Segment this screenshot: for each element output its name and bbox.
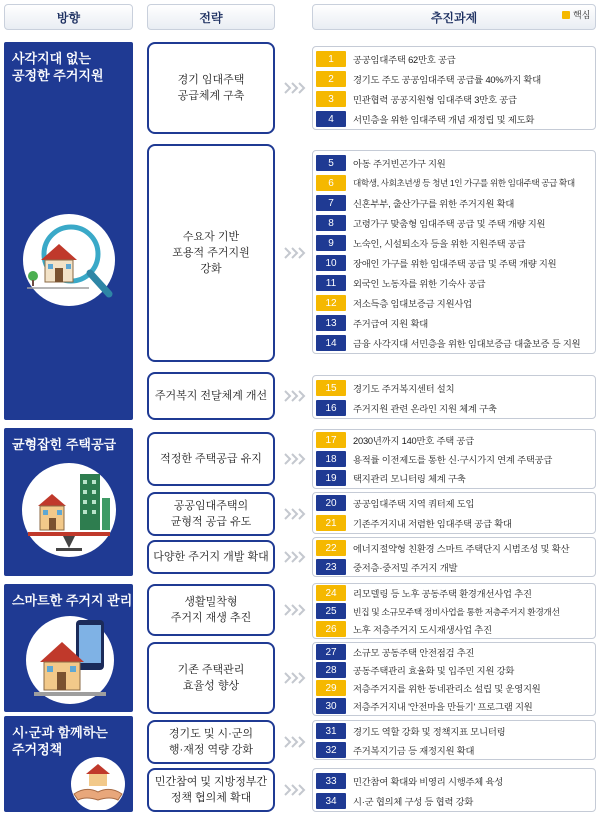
task-group	[312, 150, 596, 354]
direction-title: 시·군과 함께하는 주거정책	[12, 725, 108, 757]
task-text: 저층주거지내 '안전마을 만들기' 프로그램 지원	[353, 702, 533, 712]
header-direction: 방향	[4, 4, 133, 30]
task-text: 저층주거지를 위한 동네관리소 설립 및 운영지원	[353, 684, 541, 694]
task-text: 시·군 협의체 구성 등 협력 강화	[353, 797, 474, 807]
legend	[562, 8, 590, 21]
task-text: 경기도 주거복지센터 설치	[353, 384, 455, 394]
task-item	[316, 334, 580, 352]
task-item	[316, 314, 428, 332]
task-text: 빈집 및 소규모주택 정비사업을 통한 저층주거지 환경개선	[353, 606, 560, 617]
task-item	[316, 50, 456, 68]
task-item	[316, 234, 525, 252]
task-text: 저소득층 임대보증금 지원사업	[353, 299, 472, 309]
task-number: 3	[316, 91, 346, 107]
task-number: 5	[316, 155, 346, 171]
task-number: 32	[316, 742, 346, 758]
task-text: 공동주택관리 효율화 및 입주민 지원 강화	[353, 666, 515, 676]
task-number: 9	[316, 235, 346, 251]
task-text: 주거지원 관련 온라인 지원 체계 구축	[353, 404, 497, 414]
direction-title: 균형잡힌 주택공급	[12, 437, 117, 452]
task-number: 19	[316, 470, 346, 486]
task-text: 장애인 가구를 위한 임대주택 공급 및 주택 개량 지원	[353, 259, 557, 269]
task-text: 소규모 공동주택 안전점검 추진	[353, 648, 475, 658]
task-text: 노숙인, 시설퇴소자 등을 위한 지원주택 공급	[353, 239, 526, 249]
task-text: 공공임대주택 62만호 공급	[353, 55, 456, 65]
task-text: 신혼부부, 출산가구를 위한 주거지원 확대	[353, 199, 515, 209]
task-number: 7	[316, 195, 346, 211]
task-text: 2030년까지 140만호 주택 공급	[353, 436, 474, 446]
task-item	[316, 494, 474, 512]
strategy-box: 민간참여 및 지방정부간 정책 협의체 확대	[147, 768, 275, 812]
task-item	[316, 70, 541, 88]
task-number: 31	[316, 723, 346, 739]
task-item	[316, 399, 497, 417]
task-item	[316, 174, 575, 192]
task-number: 10	[316, 255, 346, 271]
chevron-arrow-icon	[283, 734, 309, 750]
task-item	[316, 254, 556, 272]
direction-3	[4, 584, 133, 712]
direction-2	[4, 428, 133, 576]
task-text: 민관협력 공공지원형 임대주택 3만호 공급	[353, 95, 517, 105]
task-text: 택지관리 모니터링 체계 구축	[353, 474, 466, 484]
direction-title: 스마트한 주거지 관리	[12, 593, 133, 608]
strategy-box: 경기도 및 시·군의 행·재정 역량 강화	[147, 720, 275, 764]
strategy-box: 기존 주택관리 효율성 향상	[147, 642, 275, 714]
task-text: 외국인 노동자를 위한 기숙사 공급	[353, 279, 486, 289]
task-number: 26	[316, 621, 346, 637]
task-number: 34	[316, 793, 346, 809]
task-group	[312, 642, 596, 716]
strategy-box: 수요자 기반 포용적 주거지원 강화	[147, 144, 275, 362]
task-item	[316, 679, 541, 697]
strategy-box: 주거복지 전달체계 개선	[147, 372, 275, 420]
task-number: 12	[316, 295, 346, 311]
task-item	[316, 110, 534, 128]
task-text: 주거급여 지원 확대	[353, 319, 429, 329]
task-number: 8	[316, 215, 346, 231]
direction-title: 사각지대 없는 공정한 주거지원	[12, 51, 104, 83]
task-text: 노후 저층주거지 도시재생사업 추진	[353, 625, 492, 635]
task-item	[316, 792, 473, 810]
task-text: 금융 사각지대 서민층을 위한 임대보증금 대출보증 등 지원	[353, 339, 581, 349]
chevron-arrow-icon	[283, 506, 309, 522]
task-number: 16	[316, 400, 346, 416]
task-item	[316, 643, 474, 661]
smart-house-icon	[22, 612, 118, 708]
task-number: 6	[316, 175, 346, 191]
task-number: 14	[316, 335, 346, 351]
task-text: 기존주거지내 저렴한 임대주택 공급 확대	[353, 519, 512, 529]
strategy-box: 경기 임대주택 공급체계 구축	[147, 42, 275, 134]
strategy-box: 다양한 주거지 개발 확대	[147, 540, 275, 574]
task-number: 1	[316, 51, 346, 67]
chevron-arrow-icon	[283, 670, 309, 686]
task-number: 11	[316, 275, 346, 291]
task-text: 경기도 역할 강화 및 정책지표 모니터링	[353, 727, 506, 737]
task-group	[312, 375, 596, 419]
task-number: 17	[316, 432, 346, 448]
chevron-arrow-icon	[283, 782, 309, 798]
task-item	[316, 620, 492, 638]
task-text: 민간참여 확대와 비영리 시행주체 육성	[353, 777, 504, 787]
core-legend-swatch	[562, 11, 570, 19]
task-number: 13	[316, 315, 346, 331]
task-item	[316, 661, 514, 679]
strategy-box: 공공임대주택의 균형적 공급 유도	[147, 492, 275, 536]
header-tasks: 추진과제	[312, 4, 596, 30]
buildings-balance-icon	[18, 460, 120, 560]
task-number: 23	[316, 559, 346, 575]
task-text: 용적률 이전제도를 통한 신·구시가지 연계 주택공급	[353, 455, 553, 465]
task-item	[316, 697, 533, 715]
task-group	[312, 768, 596, 812]
handshake-house-icon	[66, 752, 130, 810]
legend-label: 핵심	[573, 10, 591, 20]
task-number: 4	[316, 111, 346, 127]
chevron-arrow-icon	[283, 549, 309, 565]
task-number: 30	[316, 698, 346, 714]
chevron-arrow-icon	[283, 388, 309, 404]
task-item	[316, 722, 505, 740]
task-text: 고령가구 맞춤형 임대주택 공급 및 주택 개량 지원	[353, 219, 546, 229]
task-item	[316, 469, 466, 487]
task-number: 2	[316, 71, 346, 87]
task-text: 에너지절약형 친환경 스마트 주택단지 시범조성 및 확산	[353, 544, 570, 554]
task-item	[316, 584, 532, 602]
task-item	[316, 154, 446, 172]
task-text: 리모델링 등 노후 공동주택 환경개선사업 추진	[353, 589, 532, 599]
task-item	[316, 772, 503, 790]
direction-4	[4, 716, 133, 812]
task-group	[312, 46, 596, 130]
task-item	[316, 194, 514, 212]
task-number: 21	[316, 515, 346, 531]
task-text: 대학생, 사회초년생 등 청년 1인 가구를 위한 임대주택 공급 확대	[353, 178, 575, 188]
task-number: 33	[316, 773, 346, 789]
task-group	[312, 429, 596, 489]
task-item	[316, 294, 472, 312]
task-item	[316, 274, 485, 292]
task-item	[316, 431, 474, 449]
task-group	[312, 583, 596, 639]
task-number: 29	[316, 680, 346, 696]
task-number: 22	[316, 540, 346, 556]
task-item	[316, 450, 552, 468]
strategy-box: 적정한 주택공급 유지	[147, 432, 275, 486]
task-item	[316, 558, 457, 576]
header-strategy: 전략	[147, 4, 275, 30]
task-number: 15	[316, 380, 346, 396]
task-text: 아동 주거빈곤가구 지원	[353, 159, 446, 169]
house-magnifier-icon	[19, 210, 119, 310]
task-text: 서민층을 위한 임대주택 개념 재정립 및 제도화	[353, 115, 535, 125]
task-group	[312, 537, 596, 577]
chevron-arrow-icon	[283, 451, 309, 467]
task-group	[312, 720, 596, 760]
chevron-arrow-icon	[283, 245, 309, 261]
task-group	[312, 492, 596, 534]
task-number: 28	[316, 662, 346, 678]
task-text: 공공임대주택 지역 쿼터제 도입	[353, 499, 475, 509]
task-text: 중저층·중저밀 주거지 개발	[353, 563, 458, 573]
task-item	[316, 90, 517, 108]
task-number: 27	[316, 644, 346, 660]
strategy-box: 생활밀착형 주거지 재생 추진	[147, 584, 275, 636]
chevron-arrow-icon	[283, 602, 309, 618]
task-item	[316, 379, 454, 397]
task-item	[316, 514, 512, 532]
task-number: 25	[316, 603, 346, 619]
task-text: 주거복지기금 등 재정지원 확대	[353, 746, 475, 756]
task-item	[316, 602, 560, 620]
task-number: 24	[316, 585, 346, 601]
task-item	[316, 741, 474, 759]
task-item	[316, 539, 569, 557]
task-text: 경기도 주도 공공임대주택 공급률 40%까지 확대	[353, 75, 541, 85]
task-item	[316, 214, 545, 232]
task-number: 18	[316, 451, 346, 467]
direction-1	[4, 42, 133, 420]
chevron-arrow-icon	[283, 80, 309, 96]
task-number: 20	[316, 495, 346, 511]
